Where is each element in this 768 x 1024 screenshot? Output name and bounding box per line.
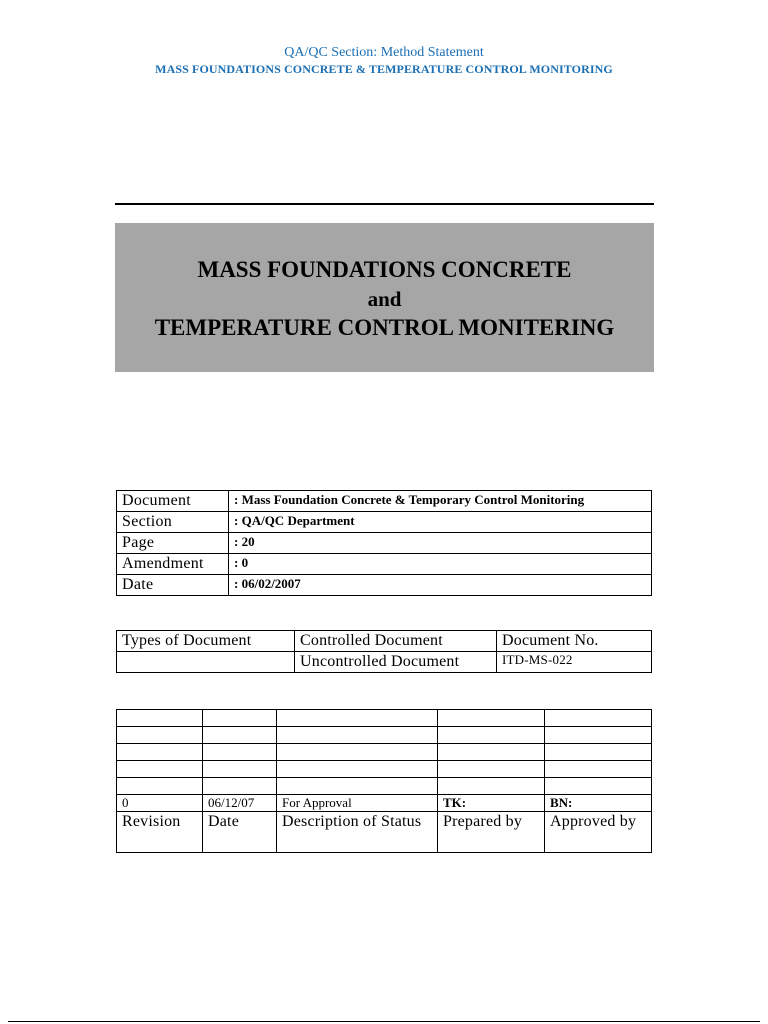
info-label: Section (117, 512, 229, 533)
revision-approved-by: BN: (545, 795, 652, 812)
info-value: : 20 (229, 533, 652, 554)
table-row (117, 710, 652, 727)
info-label: Date (117, 575, 229, 596)
revision-description: For Approval (277, 795, 438, 812)
info-value: : Mass Foundation Concrete & Temporary Control Monitoring (229, 491, 652, 512)
title-line-3: TEMPERATURE CONTROL MONITERING (154, 315, 615, 340)
revision-header-row (117, 812, 652, 853)
revision-prepared-by: TK: (438, 795, 545, 812)
types-empty-cell (117, 652, 295, 673)
table-row (117, 727, 652, 744)
page-header (0, 44, 768, 77)
table-row (117, 761, 652, 778)
table-row (117, 744, 652, 761)
info-row-page (117, 533, 652, 554)
date-header: Date (203, 812, 277, 853)
revision-date: 06/12/07 (203, 795, 277, 812)
info-row-date (117, 575, 652, 596)
info-value: : QA/QC Department (229, 512, 652, 533)
revision-header: Revision (117, 812, 203, 853)
info-row-document (117, 491, 652, 512)
info-value: : 0 (229, 554, 652, 575)
revision-table (116, 709, 652, 853)
top-divider (115, 203, 654, 205)
description-header: Description of Status (277, 812, 438, 853)
info-value: : 06/02/2007 (229, 575, 652, 596)
info-label: Amendment (117, 554, 229, 575)
title-box (115, 223, 654, 372)
info-label: Document (117, 491, 229, 512)
info-row-amendment (117, 554, 652, 575)
type-row-1 (117, 631, 652, 652)
header-title-line: MASS FOUNDATIONS CONCRETE & TEMPERATURE CONTROL MONITORING (155, 62, 613, 76)
title-line-2: and (367, 287, 402, 311)
info-row-section (117, 512, 652, 533)
type-row-2 (117, 652, 652, 673)
approved-by-header: Approved by (545, 812, 652, 853)
info-label: Page (117, 533, 229, 554)
document-type-table (116, 630, 652, 673)
title-line-1: MASS FOUNDATIONS CONCRETE (197, 257, 572, 282)
controlled-label: Controlled Document (295, 631, 497, 652)
table-row (117, 778, 652, 795)
revision-entry-row (117, 795, 652, 812)
revision-number: 0 (117, 795, 203, 812)
uncontrolled-label: Uncontrolled Document (295, 652, 497, 673)
doc-no-label: Document No. (497, 631, 652, 652)
types-label: Types of Document (117, 631, 295, 652)
prepared-by-header: Prepared by (438, 812, 545, 853)
doc-no-value: ITD-MS-022 (497, 652, 652, 673)
bottom-divider (8, 1021, 760, 1022)
document-info-table (116, 490, 652, 596)
header-section-line: QA/QC Section: Method Statement (284, 45, 484, 60)
